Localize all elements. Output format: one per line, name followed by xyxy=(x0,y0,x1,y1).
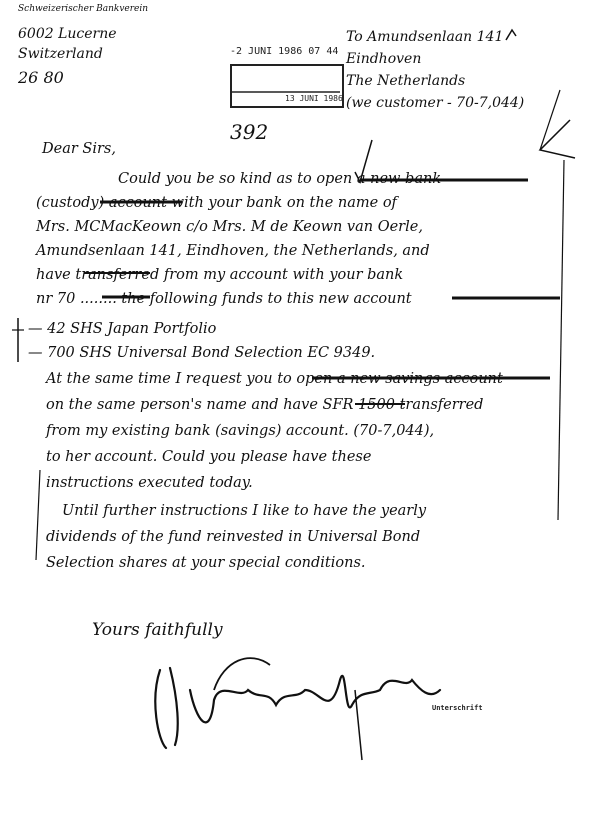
sender-country: Switzerland xyxy=(18,46,103,62)
body-line: Until further instructions I like to have the yearly xyxy=(62,503,427,519)
recipient-city: Eindhoven xyxy=(346,51,422,67)
body-line: (custody) account with your bank on the name of xyxy=(36,195,397,211)
body-line: Mrs. MCMacKeown c/o Mrs. M de Keown van Oerle, xyxy=(36,219,423,235)
greeting: Dear Sirs, xyxy=(42,141,116,157)
fund-item: — 42 SHS Japan Portfolio xyxy=(28,321,217,337)
date-stamp: -2 JUNI 1986 07 44 xyxy=(230,46,339,57)
body-line: nr 70 ........ the following funds to this new account xyxy=(36,291,412,307)
body-line: dividends of the fund reinvested in Universal Bond xyxy=(46,529,421,545)
sender-ref: 26 80 xyxy=(18,68,64,87)
recipient-street: To Amundsenlaan 141 xyxy=(346,29,504,45)
recipient-customer-no: (we customer - 70-7,044) xyxy=(346,95,525,111)
letter-number: 392 xyxy=(230,120,269,144)
body-line: have transferred from my account with your bank xyxy=(36,267,404,283)
body-line: Selection shares at your special conditions. xyxy=(46,555,366,571)
body-line: to her account. Could you please have these xyxy=(46,449,372,465)
body-line: from my existing bank (savings) account. (70-7,044), xyxy=(46,423,435,439)
fund-item: — 700 SHS Universal Bond Selection EC 9349. xyxy=(28,345,376,361)
signature-caption: Unterschrift xyxy=(432,704,483,712)
body-line: At the same time I request you to open a new savings account xyxy=(46,371,503,387)
body-line: Amundsenlaan 141, Eindhoven, the Netherlands, and xyxy=(36,243,430,259)
received-stamp-date: 13 JUNI 1986 xyxy=(285,94,343,103)
sender-city: 6002 Lucerne xyxy=(18,26,117,42)
body-line: on the same person's name and have SFR 1500 transferred xyxy=(46,397,484,413)
recipient-country: The Netherlands xyxy=(346,73,466,89)
body-line: Could you be so kind as to open a new bank xyxy=(118,171,442,187)
sender-bank-name: Schweizerischer Bankverein xyxy=(18,4,149,14)
closing: Yours faithfully xyxy=(92,620,223,640)
body-line: instructions executed today. xyxy=(46,475,253,491)
